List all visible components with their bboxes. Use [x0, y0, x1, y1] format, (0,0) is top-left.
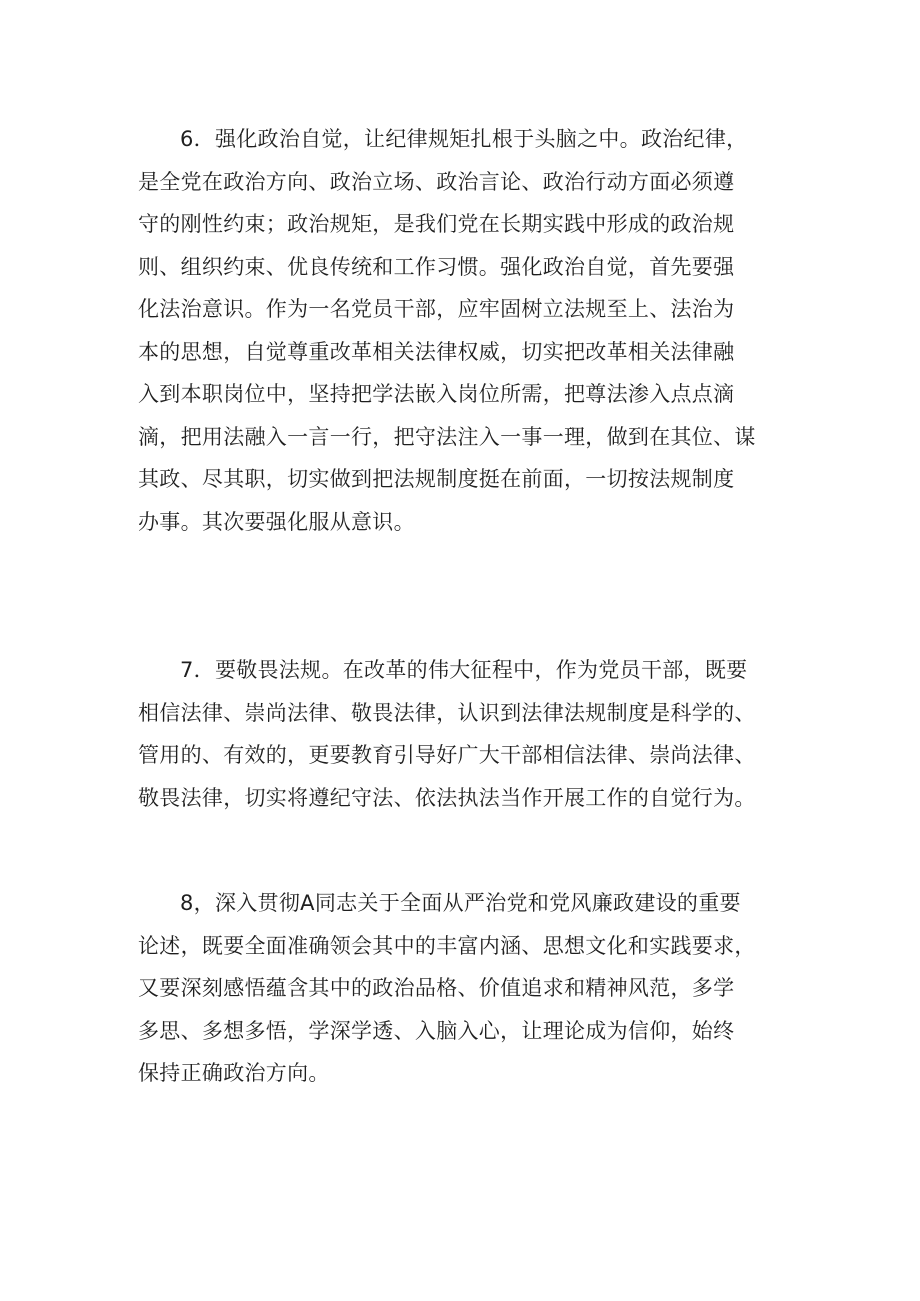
paragraph-line: 化法治意识。作为一名党员干部，应牢固树立法规至上、法治为 [138, 297, 735, 321]
paragraph-line: 保持正确政治方向。 [138, 1061, 330, 1085]
paragraph-line: 多思、多想多悟，学深学透、入脑入心，让理论成为信仰，始终 [138, 1018, 735, 1043]
paragraph-line: 管用的、有效的，更要教育引导好广大干部相信法律、崇尚法律、 [138, 743, 756, 767]
paragraph-line: 守的刚性约束；政治规矩，是我们党在长期实践中形成的政治规 [138, 212, 735, 236]
paragraph-line: 又要深刻感悟蕴含其中的政治品格、价值追求和精神风范，多学 [138, 976, 735, 1000]
paragraph-line: 本的思想，自觉尊重改革相关法律权威，切实把改革相关法律融 [138, 339, 735, 364]
paragraph-7 [138, 649, 802, 819]
paragraph-8 [138, 882, 802, 1095]
paragraph-line: 是全党在政治方向、政治立场、政治言论、政治行动方面必须遵 [138, 169, 735, 194]
paragraph-line: 6．强化政治自觉，让纪律规矩扎根于头脑之中。政治纪律， [180, 127, 748, 151]
paragraph-line: 敬畏法律，切实将遵纪守法、依法执法当作开展工作的自觉行为。 [138, 785, 756, 810]
paragraph-line: 其政、尽其职，切实做到把法规制度挺在前面，一切按法规制度 [138, 467, 735, 491]
paragraph-line: 相信法律、崇尚法律、敬畏法律，认识到法律法规制度是科学的、 [138, 700, 756, 725]
paragraph-6 [138, 118, 802, 543]
paragraph-line: 滴，把用法融入一言一行，把守法注入一事一理，做到在其位、谋 [138, 424, 756, 449]
paragraph-line: 办事。其次要强化服从意识。 [138, 509, 415, 534]
paragraph-line: 8，深入贯彻A同志关于全面从严治党和党风廉政建设的重要 [180, 891, 741, 915]
paragraph-line: 论述，既要全面准确领会其中的丰富内涵、思想文化和实践要求， [138, 933, 756, 958]
paragraph-line: 7．要敬畏法规。在改革的伟大征程中，作为党员干部，既要 [180, 658, 748, 682]
paragraph-line: 则、组织约束、优良传统和工作习惯。强化政治自觉，首先要强 [138, 254, 735, 279]
paragraph-line: 入到本职岗位中，坚持把学法嵌入岗位所需，把尊法渗入点点滴 [138, 382, 735, 406]
